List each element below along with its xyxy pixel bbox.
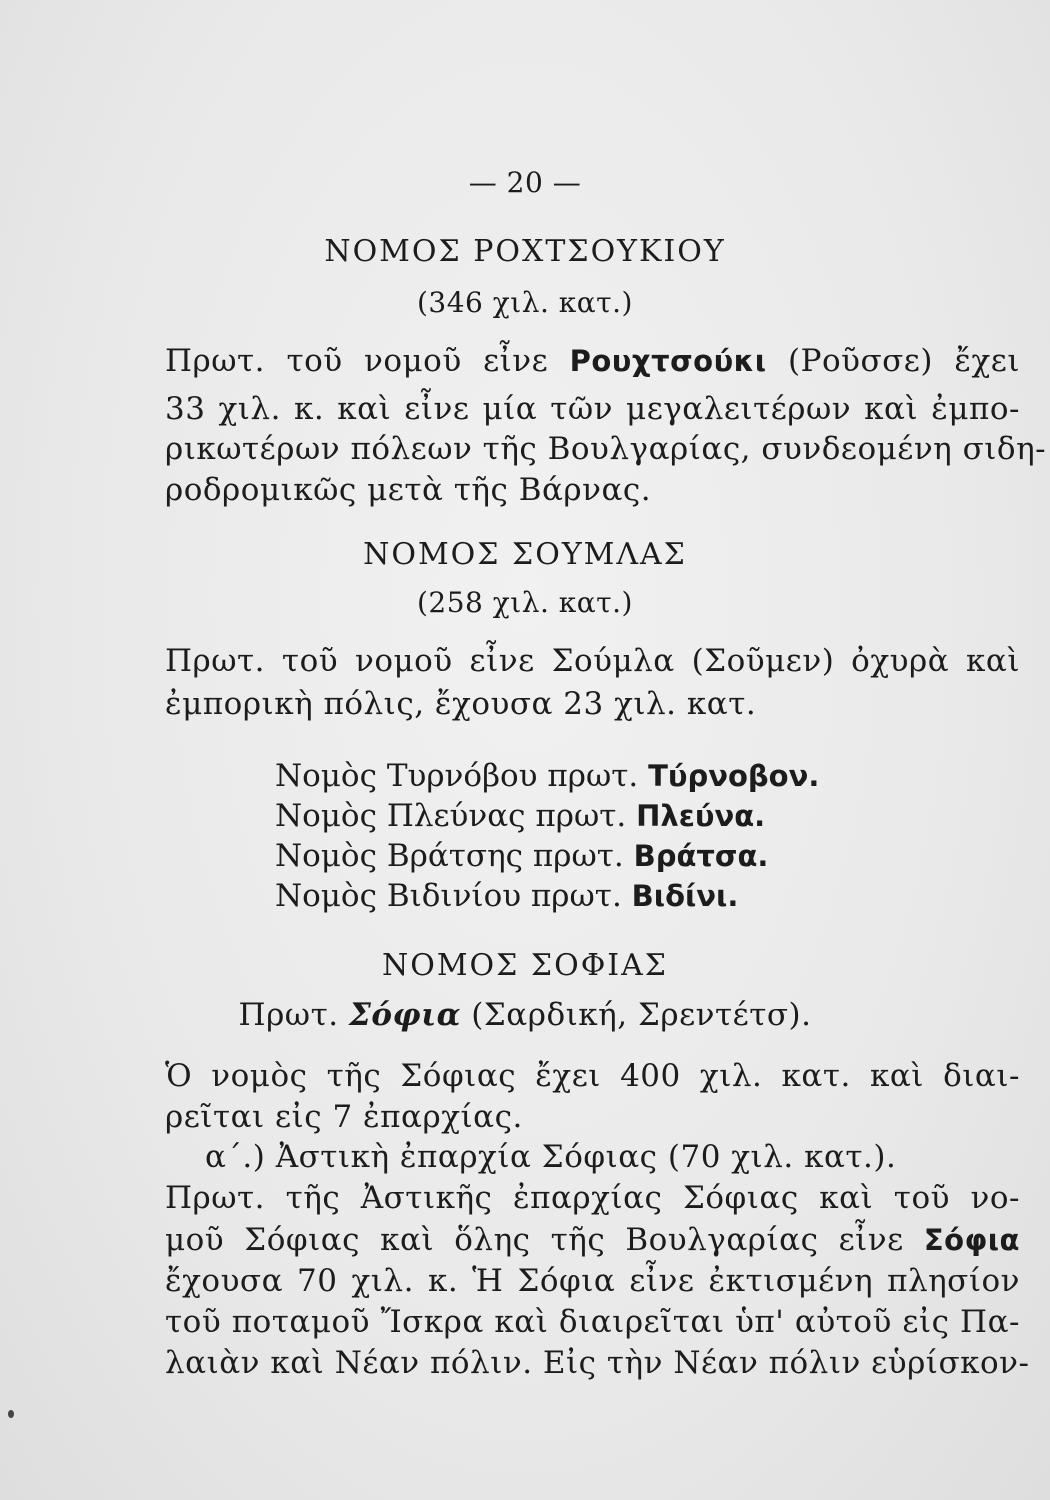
province-row bbox=[275, 836, 768, 876]
sofia-capital-aliases: (Σαρδική, Σρεντέτσ). bbox=[471, 997, 812, 1033]
sofia-capital-name: Σόφια bbox=[348, 997, 461, 1033]
sofia-para3-line-5: λαιὰν καὶ Νέαν πόλιν. Εἰς τὴν Νέαν πόλιν εὑρίσκον- bbox=[165, 1345, 1030, 1381]
sofia-para1-line-2: ρεῖται εἰς 7 ἐπαρχίας. bbox=[165, 1099, 523, 1135]
province-row bbox=[275, 756, 819, 796]
heading-rustchuk: ΝΟΜΟΣ ΡΟΧΤΣΟΥΚΙΟΥ bbox=[324, 234, 726, 269]
rustchuk-para-line-1 bbox=[165, 341, 1020, 381]
sofia-capital-line bbox=[0, 995, 1050, 1035]
sofia-city-name: Σόφια bbox=[923, 1223, 1020, 1257]
area-rustchuk: (346 χιλ. κατ.) bbox=[417, 286, 633, 319]
sofia-para3-text: μοῦ Σόφιας καὶ ὅλης τῆς Βουλγαρίας εἶνε bbox=[165, 1222, 904, 1258]
sofia-capital-label: Πρωτ. bbox=[238, 997, 339, 1033]
province-row bbox=[275, 796, 765, 836]
province-name: Νομὸς Βράτσης πρωτ. bbox=[275, 838, 624, 874]
province-capital: Πλεύνα. bbox=[636, 799, 766, 833]
sofia-para3-line-4: τοῦ ποταμοῦ Ἴσκρα καὶ διαιρεῖται ὑπ' αὐτοῦ εἰς Πα- bbox=[165, 1304, 1020, 1340]
province-name: Νομὸς Τυρνόβου πρωτ. bbox=[275, 758, 639, 794]
heading-shumla: ΝΟΜΟΣ ΣΟΥΜΛΑΣ bbox=[363, 537, 687, 572]
province-row bbox=[275, 876, 738, 916]
sofia-para3-line-1: Πρωτ. τῆς Ἀστικῆς ἐπαρχίας Σόφιας καὶ τοῦ νο- bbox=[165, 1180, 1020, 1216]
province-capital: Βράτσα. bbox=[633, 839, 769, 873]
area-shumla: (258 χιλ. κατ.) bbox=[417, 586, 633, 619]
province-name: Νομὸς Βιδινίου πρωτ. bbox=[275, 878, 622, 914]
heading-sofia: ΝΟΜΟΣ ΣΟΦΙΑΣ bbox=[381, 948, 669, 983]
rustchuk-text-a: Πρωτ. τοῦ νομοῦ εἶνε bbox=[165, 343, 549, 379]
shumla-para-line-1: Πρωτ. τοῦ νομοῦ εἶνε Σούμλα (Σοῦμεν) ὀχυρὰ καὶ bbox=[165, 643, 1020, 679]
province-capital: Βιδίνι. bbox=[631, 879, 739, 913]
sofia-para3-line-3: ἔχουσα 70 χιλ. κ. Ἡ Σόφια εἶνε ἐκτισμένη πλησίον bbox=[165, 1263, 1020, 1299]
page-number: — 20 — bbox=[468, 166, 582, 199]
shumla-para-line-2: ἐμπορικὴ πόλις, ἔχουσα 23 χιλ. κατ. bbox=[165, 686, 757, 722]
rustchuk-para-line-2: 33 χιλ. κ. καὶ εἶνε μία τῶν μεγαλειτέρων καὶ ἐμπο- bbox=[165, 391, 1020, 427]
rustchuk-text-b: (Ροῦσσε) ἔχει bbox=[788, 343, 1020, 379]
province-name: Νομὸς Πλεύνας πρωτ. bbox=[275, 798, 627, 834]
ink-speck bbox=[8, 1410, 14, 1418]
sofia-para3-line-2 bbox=[165, 1220, 1020, 1260]
rustchuk-para-line-3: ρικωτέρων πόλεων τῆς Βουλγαρίας, συνδεομένη σιδη- bbox=[165, 431, 1047, 467]
rustchuk-city-name: Ρουχτσούκι bbox=[569, 344, 767, 378]
sofia-para1-line-1: Ὁ νομὸς τῆς Σόφιας ἔχει 400 χιλ. κατ. καὶ διαι- bbox=[165, 1058, 1020, 1094]
province-capital: Τύρνοβον. bbox=[648, 759, 820, 793]
sofia-para2-line-1: α΄.) Ἀστικὴ ἐπαρχία Σόφιας (70 χιλ. κατ.). bbox=[205, 1139, 897, 1175]
rustchuk-para-line-4: ροδρομικῶς μετὰ τῆς Βάρνας. bbox=[165, 472, 652, 508]
